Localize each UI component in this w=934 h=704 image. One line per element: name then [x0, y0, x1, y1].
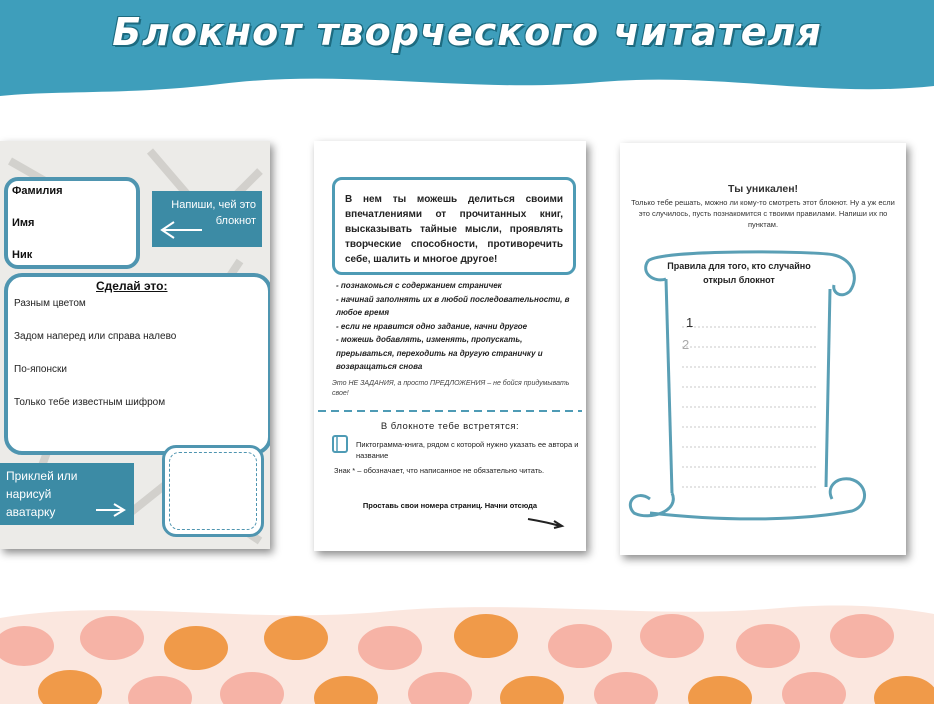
avatar-frame — [162, 445, 264, 537]
do-this-title: Сделай это: — [96, 279, 168, 293]
notebook-page-owner — [0, 141, 270, 549]
do-item-3: По-японски — [14, 364, 67, 375]
rule-number-2: 2 — [682, 337, 690, 352]
book-pictogram-icon — [330, 433, 352, 455]
sign-notebook-label: Напиши, чей это блокнот — [171, 199, 256, 227]
avatar-label-box — [0, 463, 134, 525]
notebook-page-rules — [620, 143, 906, 555]
arrow-right-icon — [526, 515, 566, 529]
page-numbers-instruction: Проставь свои номера страниц. Начни отсюда — [362, 501, 538, 510]
field-nick-label: Ник — [12, 249, 33, 261]
instruction-item: - если не нравится одно задание, начни другое — [336, 321, 528, 331]
section-title: В блокноте тебе встретятся: — [380, 421, 520, 432]
avatar-label: Приклей или нарисуй аватарку — [6, 469, 78, 519]
star-description: Знак * – обозначает, что написанное не обязательно читать. — [334, 466, 545, 475]
instructions-list — [336, 279, 581, 374]
do-item-2: Задом наперед или справа налево — [14, 331, 177, 342]
field-surname-label: Фамилия — [12, 185, 63, 197]
pictogram-description: Пиктограмма-книга, рядом с которой нужно указать ее автора и название — [356, 440, 579, 460]
bottom-decoration — [0, 590, 934, 704]
header-banner — [0, 0, 934, 110]
do-item-1: Разным цветом — [14, 298, 86, 309]
rules-title: Правила для того, кто случайно открыл блокнот — [667, 261, 811, 285]
suggestion-note: Это НЕ ЗАДАНИЯ, а просто ПРЕДЛОЖЕНИЯ – не бойся придумывать свое! — [332, 380, 570, 397]
scroll-illustration — [620, 243, 906, 543]
sign-notebook-box — [152, 191, 262, 247]
intro-text: В нем ты можешь делиться своими впечатлениями от прочитанных книг, высказывать тайные мысли, проявлять творческие способности, противоречить себе, шалить и многое другое! — [345, 194, 563, 265]
dashed-divider — [314, 407, 586, 415]
intro-box — [332, 177, 576, 275]
unique-title: Ты уникален! — [727, 183, 799, 195]
rule-number-1: 1 — [686, 315, 694, 330]
polka-dot-pattern — [0, 590, 934, 704]
arrow-right-icon — [94, 501, 128, 519]
arrow-left-icon — [156, 219, 206, 241]
do-item-4: Только тебе известным шифром — [14, 397, 166, 408]
page-title: Блокнот творческого читателя — [112, 10, 822, 54]
field-name-label: Имя — [12, 217, 35, 229]
instruction-item: - начинай заполнять их в любой последовательности, в любое время — [336, 294, 570, 317]
unique-text: Только тебе решать, можно ли кому-то смотреть этот блокнот. Ну а уж если это случилось, пусть познакомится с твоими правилами. Напиши их по пунктам. — [631, 198, 895, 229]
instruction-item: - можешь добавлять, изменять, пропускать, прерываться, переходить на другую страничку и возвращаться снова — [336, 335, 543, 371]
notebook-page-instructions — [314, 141, 586, 551]
instruction-item: - познакомься с содержанием страничек — [336, 281, 502, 290]
